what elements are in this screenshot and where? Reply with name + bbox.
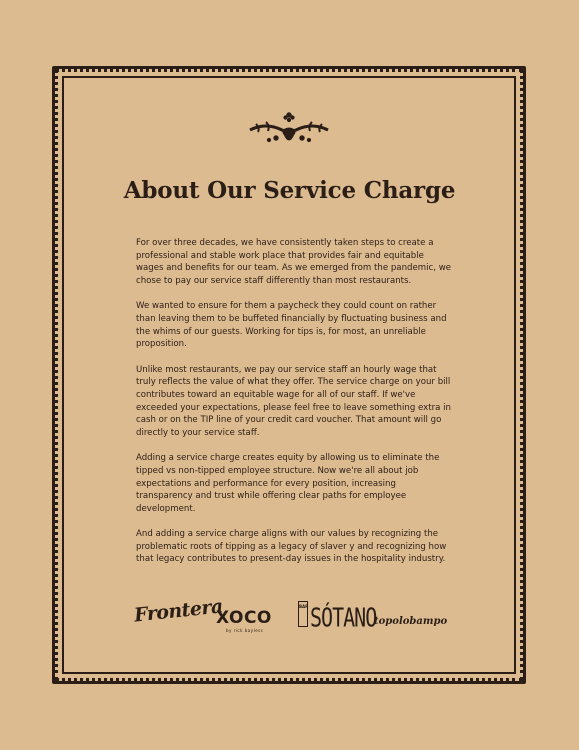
paragraph: Unlike most restaurants, we pay our service staff an hourly wage that truly reflects the value of what they offer. The service charge on your bill contributes toward an equitable wage for all of our staff. If we've exceeded your expectations, please feel free to leave something extra in cash or on the TIP line of your credit card voucher. That amount will go directly to your service staff. bbox=[136, 364, 451, 438]
topolobampo-logo: topolobampo bbox=[374, 616, 448, 627]
xoco-logo-subtitle: by rick bayless bbox=[226, 628, 264, 633]
restaurant-logos bbox=[130, 596, 450, 642]
paragraph: Adding a service charge creates equity by allowing us to eliminate the tipped vs non-tipped employee structure. Now we're all about job expectations and performance for every position, increasing transparency and trust while offering clear paths for employee development. bbox=[136, 453, 440, 514]
page-title: About Our Service Charge bbox=[123, 177, 456, 204]
paragraph: We wanted to ensure for them a paycheck they could count on rather than leaving them to be buffeted financially by fluctuating business and the whims of our guests. Working for tips is, for most, an unreliable proposition. bbox=[136, 301, 447, 350]
body-text bbox=[136, 237, 454, 579]
sotano-logo: SÓTANO bbox=[310, 602, 377, 634]
paragraph: And adding a service charge aligns with our values by recognizing the problematic roots of tipping as a legacy of slaver y and recognizing how that legacy contributes to present-day issues in the hospitality industry. bbox=[136, 529, 447, 565]
xoco-logo: XOCO bbox=[216, 608, 272, 628]
floral-ornament-icon bbox=[246, 110, 332, 152]
paragraph: For over three decades, we have consistently taken steps to create a professional and stable work place that provides fair and equitable wages and benefits for our team. As we emerged from the pandemic, we chose to pay our service staff differently than most restaurants. bbox=[136, 238, 452, 286]
frontera-logo: Frontera bbox=[133, 595, 224, 627]
sotano-logo-box: BAR bbox=[298, 601, 308, 627]
